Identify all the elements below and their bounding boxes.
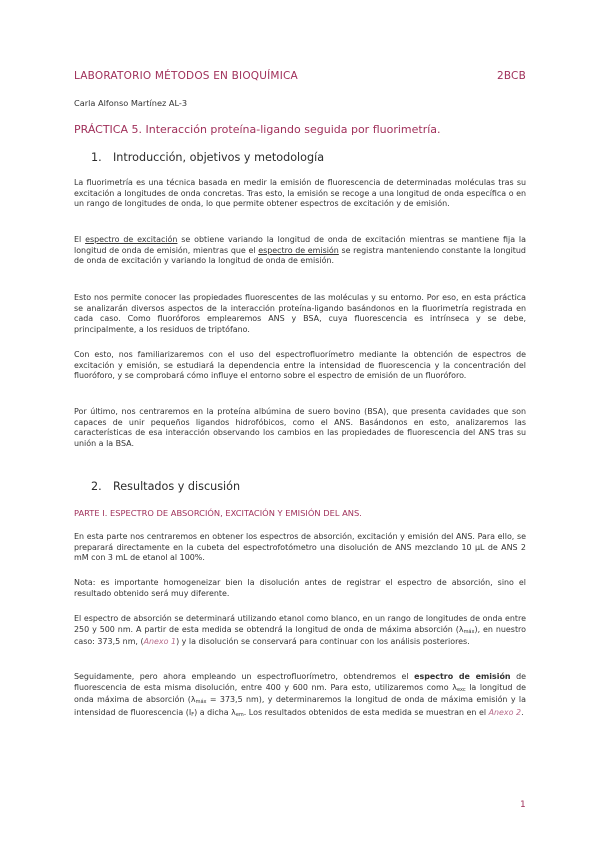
text-run: ), en nuestro caso: 373,5 nm, (: [74, 624, 527, 647]
subscript: exc: [456, 686, 466, 693]
section-number: 1.: [91, 151, 102, 164]
paragraph: [74, 614, 526, 648]
page-number: 1: [520, 800, 526, 810]
paragraph: En esta parte nos centraremos en obtener los espectros de absorción, excitación y emisión del ANS. Para ello, se preparará directamente en la cubeta del espectrofotómetro una disolución de ANS mezclando 10 µL de ANS 2 mM con 3 mL de etanol al 100%.: [74, 532, 526, 563]
section-heading-1: [91, 151, 324, 164]
section-title: Resultados y discusión: [113, 480, 241, 493]
note-paragraph: Nota: es importante homogeneizar bien la disolución antes de registrar el espectro de absorción, sino el resultado obtenido será muy diferente.: [74, 578, 526, 598]
text-run: .: [521, 707, 524, 717]
underlined-term: espectro de emisión: [258, 245, 339, 255]
underlined-term: espectro de excitación: [85, 235, 178, 244]
annex-reference: Anexo 1: [143, 637, 177, 647]
paragraph: La fluorimetría es una técnica basada en medir la emisión de fluorescencia de determinadas moléculas tras su excitación a longitudes de onda concretas. Tras esto, la emisión se recoge a una longitud de onda específica o en un rango de longitudes de onda, lo que permite obtener espectros de excitación y de emisión.: [74, 178, 526, 209]
paragraph: [74, 672, 526, 720]
annex-reference: Anexo 2: [488, 707, 522, 717]
subscript: F: [191, 711, 195, 718]
text-run: ) y la disolución se conservará para continuar con los análisis posteriores.: [176, 637, 470, 647]
text-run: ) a dicha λ: [194, 707, 236, 717]
text-run: El: [74, 235, 86, 244]
text-run: de fluorescencia de esta misma disolución, entre 400 y 600 nm. Para esto, utilizaremos como λ: [74, 672, 526, 692]
text-run: . Los resultados obtenidos de esta medida se muestran en el: [243, 707, 489, 717]
section-title: Introducción, objetivos y metodología: [113, 151, 325, 164]
paragraph: Esto nos permite conocer las propiedades fluorescentes de las moléculas y su entorno. Por eso, en esta práctica se analizarán diversos aspectos de la interacción proteína-ligando basándonos en la fluorimetría registrada en cada caso. Como fluoróforos emplearemos ANS y BSA, cuya fluorescencia es intrínseca y se debe, principalmente, a los residuos de triptófano.: [74, 293, 526, 334]
text-run: se obtiene variando la longitud de onda de excitación mientras se mantiene fija la longitud de onda de emisión, mientras que el: [74, 235, 527, 255]
text-run: = 373,5 nm), y determinaremos la longitud de onda de máxima emisión y la intensidad de fluorescencia (I: [74, 695, 526, 717]
text-run: la longitud de onda máxima de absorción (λ: [74, 682, 526, 705]
header-group-code: 2BCB: [496, 70, 526, 82]
practice-title: PRÁCTICA 5. Interacción proteína-ligando seguida por fluorimetría.: [74, 123, 441, 136]
section-number: 2.: [91, 480, 102, 493]
bold-term: espectro de emisión: [414, 672, 511, 681]
page-header: [74, 70, 526, 82]
author-line: Carla Alfonso Martínez AL-3: [74, 98, 188, 108]
text-run: se registra manteniendo constante la longitud de onda de excitación y variando la longitud de onda de emisión.: [74, 245, 526, 266]
paragraph: Con esto, nos familiarizaremos con el uso del espectrofluorímetro mediante la obtención de espectros de excitación y emisión, se estudiará la dependencia entre la intensidad de fluorescencia y la concentración del fluoróforo, y se comprobará cómo influye el entorno sobre el espectro de emisión de un fluoróforo.: [74, 350, 526, 381]
subscript: máx: [195, 699, 207, 706]
subscript: máx: [463, 628, 475, 635]
subscript: em: [235, 711, 244, 718]
header-course-title: LABORATORIO MÉTODOS EN BIOQUÍMICA: [74, 70, 298, 82]
paragraph: Por último, nos centraremos en la proteína albúmina de suero bovino (BSA), que presenta cavidades que son capaces de unir pequeños ligandos hidrofóbicos, como el ANS. Basándonos en esto, analizaremos las características de esa interacción observando los cambios en las propiedades de fluorescencia del ANS tras su unión a la BSA.: [74, 407, 526, 448]
text-run: El espectro de absorción se determinará utilizando etanol como blanco, en un rango de longitudes de onda entre 250 y 500 nm. A partir de esta medida se obtendrá la longitud de onda de máxima absorción (λ: [74, 614, 526, 634]
text-run: Seguidamente, pero ahora empleando un espectrofluorímetro, obtendremos el: [74, 672, 415, 681]
part-title: PARTE I. ESPECTRO DE ABSORCIÓN, EXCITACIÓN Y EMISIÓN DEL ANS.: [74, 508, 362, 518]
paragraph: [74, 235, 526, 267]
section-heading-2: [91, 480, 240, 493]
